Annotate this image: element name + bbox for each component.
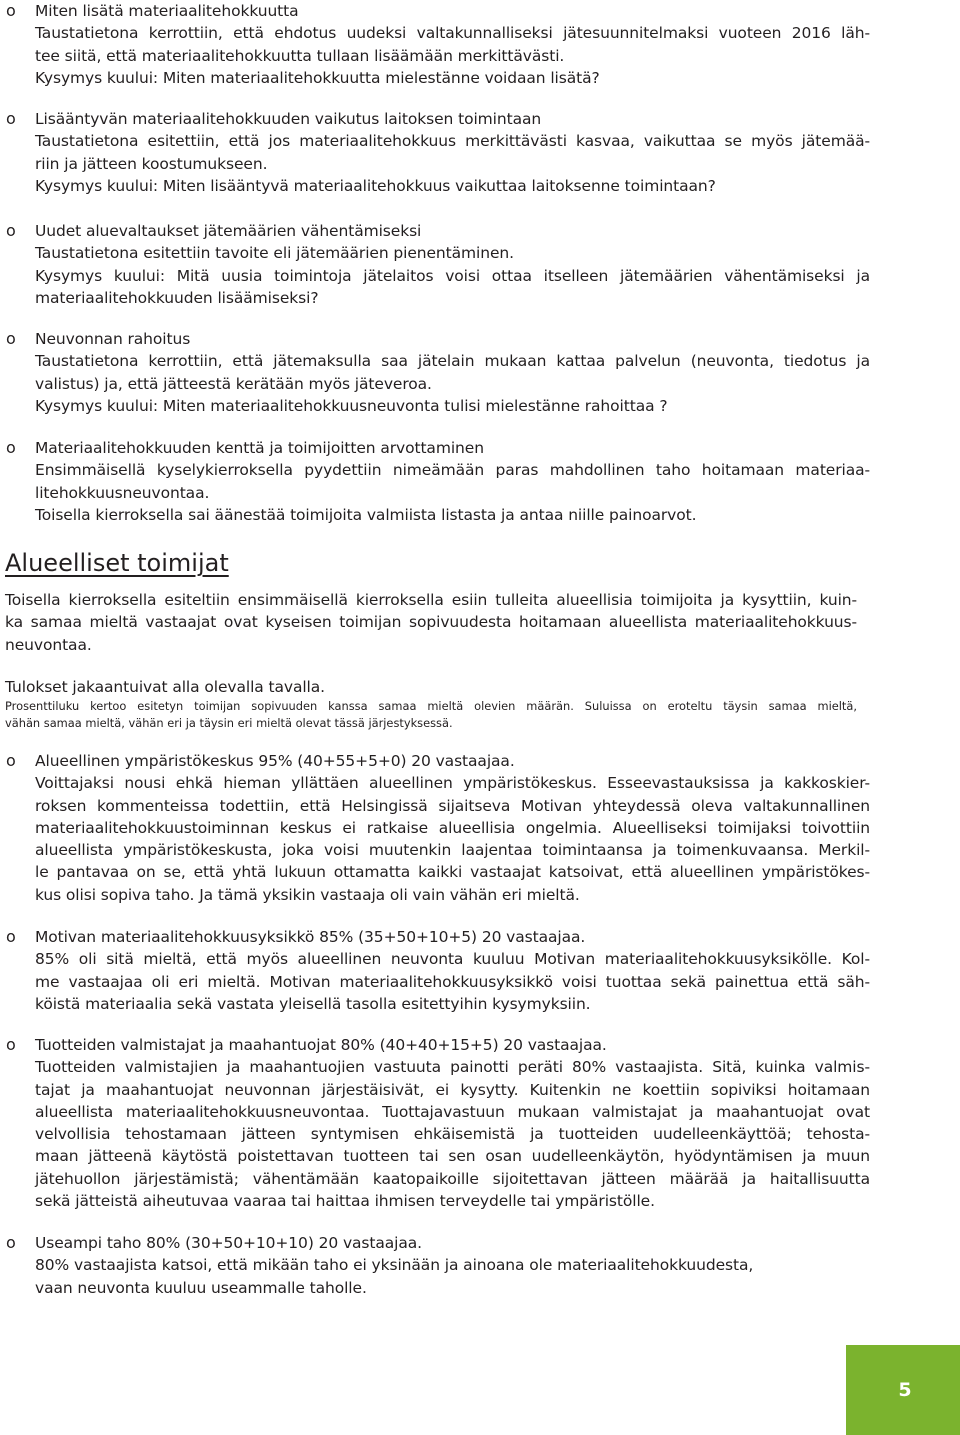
item-question-line: Kysymys kuului: Miten materiaalitehokkuusneuvonta tulisi mielestänne rahoittaa ? <box>35 396 668 415</box>
intro-paragraph <box>5 589 857 656</box>
list-item <box>0 437 870 526</box>
item-text-line: Taustatietona esitettiin tavoite eli jätemäärien pienentäminen. <box>35 244 514 263</box>
paragraph-line: Toisella kierroksella esiteltiin ensimmäisellä kierroksella esiin tulleita alueellisia toimijoita ja kysyttiin, kuin- <box>5 591 857 609</box>
item-text-line: maan jätteenä käytöstä poistettavan tuotteen tai sen osan uudelleenkäytön, hyödyntämisen ja muun <box>35 1147 870 1166</box>
item-text-line: Tuotteiden valmistajien ja maahantuojien vastuuta painotti peräti 80% vastaajista. Sitä, kuinka valmis- <box>35 1058 870 1077</box>
item-text-line: tee siitä, että materiaalitehokkuutta tullaan lisäämään merkittävästi. <box>35 46 565 65</box>
list-item <box>0 0 870 89</box>
item-title: Materiaalitehokkuuden kenttä ja toimijoitten arvottaminen <box>35 439 484 457</box>
item-question-line: Kysymys kuului: Miten materiaalitehokkuutta mielestänne voidaan lisätä? <box>35 68 600 87</box>
results-paragraph <box>5 676 857 732</box>
bullet-marker: o <box>6 438 16 457</box>
item-question-line: Kysymys kuului: Mitä uusia toimintoja jätelaitos voisi ottaa itselleen jätemäärien vähentämiseksi ja <box>35 266 870 285</box>
paragraph-line: ka samaa mieltä vastaajat ovat kyseisen toimijan sopivuudesta hoitamaan alueellista materiaalitehokkuus- <box>5 613 857 632</box>
bullet-marker: o <box>6 109 16 128</box>
item-text-line: tajat ja maahantuojat neuvonnan järjestäisivät, ei kysytty. Kuitenkin ne koettiin sopiviksi hoitamaan <box>35 1080 870 1099</box>
item-title: Lisääntyvän materiaalitehokkuuden vaikutus laitoksen toimintaan <box>35 110 542 128</box>
page-number: 5 <box>898 1379 912 1401</box>
item-text-line: Ensimmäisellä kyselykierroksella pyydettiin nimeämään paras mahdollinen taho hoitamaan materiaa- <box>35 461 870 480</box>
bullet-marker: o <box>6 329 16 348</box>
bullet-marker: o <box>6 1233 16 1252</box>
item-text-line: alueellista ympäristökeskusta, joka voisi muutenkin laajentaa toimintaansa ja toimenkuvaansa. Merkil- <box>35 841 870 860</box>
item-title: Motivan materiaalitehokkuusyksikkö 85% (35+50+10+5) 20 vastaajaa. <box>35 928 586 946</box>
item-text-line: vaan neuvonta kuuluu useammalle taholle. <box>35 1278 367 1297</box>
list-item <box>0 220 870 309</box>
item-text-line: kus olisi sopiva taho. Ja tämä yksikin vastaaja oli vain vähän eri mieltä. <box>35 885 580 904</box>
item-title: Uudet aluevaltaukset jätemäärien vähentämiseksi <box>35 222 422 240</box>
item-text-line: riin ja jätteen koostumukseen. <box>35 154 268 173</box>
item-title: Alueellinen ympäristökeskus 95% (40+55+5+0) 20 vastaajaa. <box>35 752 515 770</box>
paragraph-line: neuvontaa. <box>5 635 92 654</box>
note-line: vähän samaa mieltä, vähän eri ja täysin eri mieltä olevat tässä järjestyksessä. <box>5 716 453 731</box>
section-heading: Alueelliset toimijat <box>5 549 229 577</box>
page-number-badge <box>846 1345 960 1435</box>
item-text-line: 85% oli sitä mieltä, että myös alueellinen neuvonta kuuluu Motivan materiaalitehokkuusyksikölle. Kol- <box>35 950 870 969</box>
item-text-line: jätehuollon järjestämistä; vähentämään kaatopaikoille sijoitettavan jätteen määrää ja haitallisuutta <box>35 1169 870 1188</box>
item-text-line: Taustatietona esitettiin, että jos materiaalitehokkuus merkittävästi kasvaa, vaikuttaa se myös jätemää- <box>35 132 870 151</box>
list-item <box>0 1034 870 1212</box>
item-title: Useampi taho 80% (30+50+10+10) 20 vastaajaa. <box>35 1234 422 1252</box>
item-question-line: Kysymys kuului: Miten lisääntyvä materiaalitehokkuus vaikuttaa laitoksenne toimintaan? <box>35 176 716 195</box>
item-text-line: Taustatietona kerrottiin, että jätemaksulla saa jätelain mukaan kattaa palvelun (neuvonta, tiedotus ja <box>35 352 870 371</box>
list-item <box>0 1232 870 1299</box>
list-item <box>0 926 870 1015</box>
item-text-line: Toisella kierroksella sai äänestää toimijoita valmiista listasta ja antaa niille painoarvot. <box>35 505 697 524</box>
item-title: Miten lisätä materiaalitehokkuutta <box>35 2 299 20</box>
item-text-line: valistus) ja, että jätteestä kerätään myös jäteveroa. <box>35 374 432 393</box>
note-line: Prosenttiluku kertoo esitetyn toimijan sopivuuden kanssa samaa mieltä olevien määrän. Suluissa on eroteltu täysin samaa mieltä, <box>5 699 857 714</box>
list-item <box>0 108 870 197</box>
item-title: Tuotteiden valmistajat ja maahantuojat 80% (40+40+15+5) 20 vastaajaa. <box>35 1036 607 1054</box>
item-text-line: Voittajaksi nousi ehkä hieman yllättäen alueellinen ympäristökeskus. Esseevastauksissa ja kakkoskier- <box>35 774 870 793</box>
item-text-line: me vastaajaa oli eri mieltä. Motivan materiaalitehokkuusyksikkö voisi tuottaa sekä painettua että säh- <box>35 972 870 991</box>
item-text-line: le pantavaa on se, että yhtä lukuun ottamatta kaikki vastaajat katsoivat, että alueellinen ympäristökes- <box>35 863 870 882</box>
bullet-marker: o <box>6 1035 16 1054</box>
bullet-marker: o <box>6 221 16 240</box>
item-text-line: roksen kommenteissa todettiin, että Helsingissä sijaitseva Motivan yhteydessä oleva valtakunnallinen <box>35 796 870 815</box>
item-text-line: Taustatietona kerrottiin, että ehdotus uudeksi valtakunnalliseksi jätesuunnitelmaksi vuoteen 2016 läh- <box>35 24 870 43</box>
bullet-marker: o <box>6 751 16 770</box>
item-question-line: materiaalitehokkuuden lisäämiseksi? <box>35 288 319 307</box>
item-text-line: velvollisia tehostamaan jätteen syntymisen ehkäisemistä ja tuotteiden uudelleenkäyttöä; tehosta- <box>35 1125 870 1144</box>
item-text-line: alueellista materiaalitehokkuusneuvontaa. Tuottajavastuun mukaan valmistajat ja maahantuojat ovat <box>35 1102 870 1121</box>
list-item <box>0 750 870 906</box>
list-item <box>0 328 870 417</box>
bullet-marker: o <box>6 927 16 946</box>
item-text-line: materiaalitehokkuustoiminnan keskus ei ratkaise alueellisia ongelmia. Alueelliseksi toimijaksi toivottiin <box>35 818 870 837</box>
bullet-marker: o <box>6 1 16 20</box>
item-text-line: 80% vastaajista katsoi, että mikään taho ei yksinään ja ainoana ole materiaalitehokkuudesta, <box>35 1256 754 1275</box>
results-line: Tulokset jakaantuivat alla olevalla tavalla. <box>5 678 325 696</box>
item-text-line: litehokkuusneuvontaa. <box>35 483 210 502</box>
item-text-line: köistä materiaalia sekä vastata yleisellä tasolla esitettyihin kysymyksiin. <box>35 994 591 1013</box>
item-text-line: sekä jätteistä aiheutuvaa vaaraa tai haittaa ihmisen terveydelle tai ympäristölle. <box>35 1192 655 1211</box>
item-title: Neuvonnan rahoitus <box>35 330 191 348</box>
